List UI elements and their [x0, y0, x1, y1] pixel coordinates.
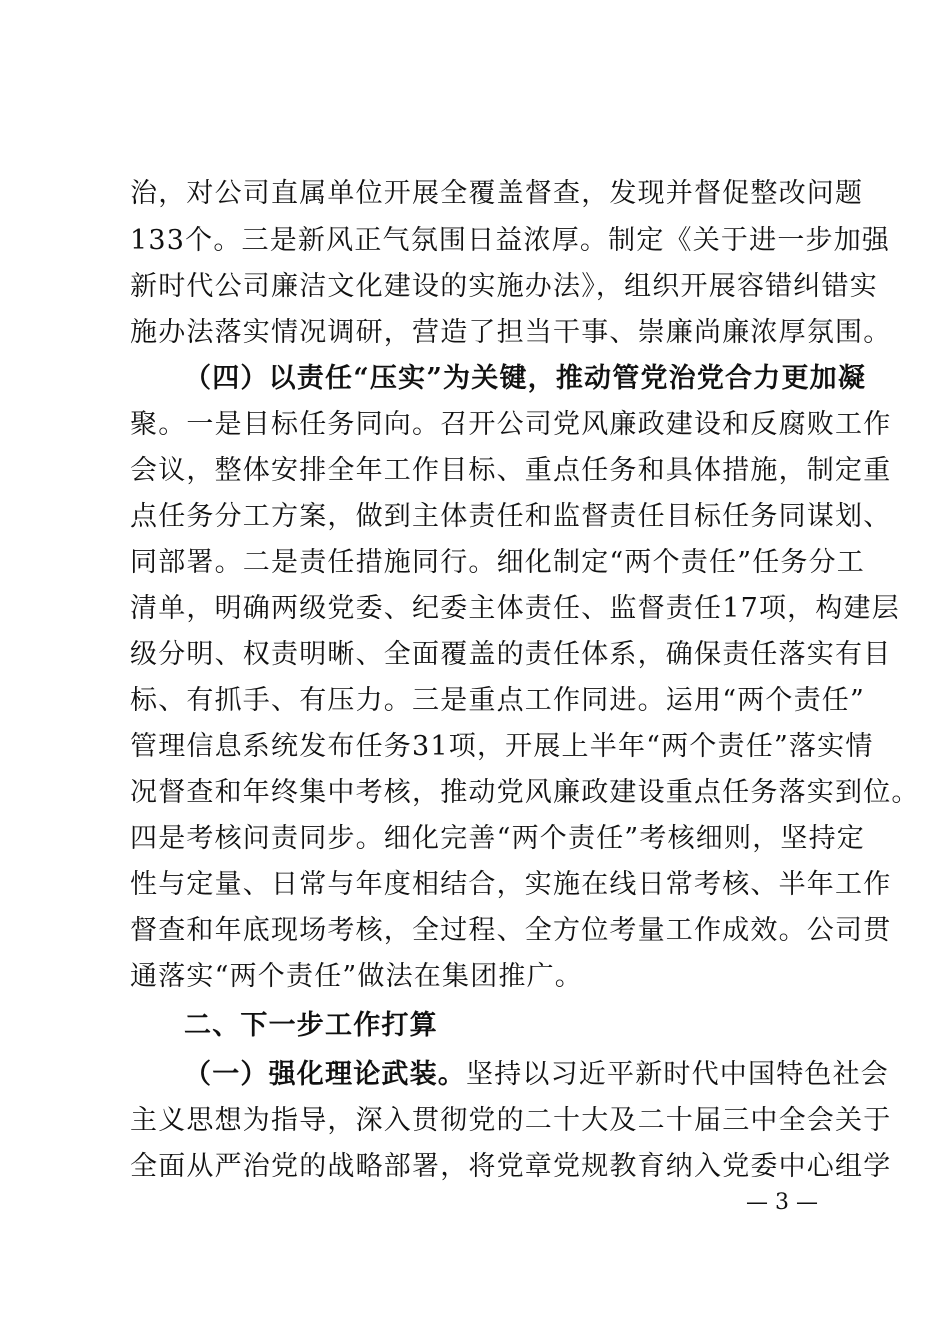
body-text-line: 况督查和年终集中考核，推动党风廉政建设重点任务落实到位。 [130, 777, 920, 808]
body-text-line: 新时代公司廉洁文化建设的实施办法》，组织开展容错纠错实 [130, 271, 878, 302]
body-text-line: 清单，明确两级党委、纪委主体责任、监督责任17项，构建层 [130, 593, 900, 624]
body-text-line: 全面从严治党的战略部署，将党章党规教育纳入党委中心组学 [130, 1151, 892, 1182]
body-text-line: 主义思想为指导，深入贯彻党的二十大及二十届三中全会关于 [130, 1105, 892, 1136]
page-number: — 3 — [746, 1190, 818, 1215]
section-two-heading: 二、下一步工作打算 [184, 1010, 438, 1041]
subsection-one-line [184, 1054, 889, 1096]
body-text-line: 管理信息系统发布任务31项，开展上半年“两个责任”落实情 [130, 731, 874, 762]
section-four-heading-line: （四）以责任“压实”为关键，推动管党治党合力更加凝 [184, 363, 867, 394]
body-text-line: 督查和年底现场考核，全过程、全方位考量工作成效。公司贯 [130, 915, 892, 946]
body-text-line: 会议，整体安排全年工作目标、重点任务和具体措施，制定重 [130, 455, 892, 486]
body-text-line: 标、有抓手、有压力。三是重点工作同进。运用“两个责任” [130, 685, 866, 716]
body-text-line: 同部署。二是责任措施同行。细化制定“两个责任”任务分工 [130, 547, 866, 578]
subsection-one-heading: （一）强化理论武装。 [184, 1059, 466, 1090]
subsection-one-text: 坚持以习近平新时代中国特色社会 [466, 1059, 889, 1090]
body-text-line: 点任务分工方案，做到主体责任和监督责任目标任务同谋划、 [130, 501, 892, 532]
body-text-line: 133个。三是新风正气氛围日益浓厚。制定《关于进一步加强 [130, 225, 891, 256]
body-text-line: 施办法落实情况调研，营造了担当干事、崇廉尚廉浓厚氛围。 [130, 317, 892, 348]
body-text-line: 级分明、权责明晰、全面覆盖的责任体系，确保责任落实有目 [130, 639, 892, 670]
body-text-line: 通落实“两个责任”做法在集团推广。 [130, 961, 584, 992]
body-text-line: 性与定量、日常与年度相结合，实施在线日常考核、半年工作 [130, 869, 892, 900]
body-text-line: 四是考核问责同步。细化完善“两个责任”考核细则，坚持定 [130, 823, 866, 854]
body-text-line: 治，对公司直属单位开展全覆盖督查，发现并督促整改问题 [130, 178, 864, 209]
body-text-line: 聚。一是目标任务同向。召开公司党风廉政建设和反腐败工作 [130, 409, 892, 440]
